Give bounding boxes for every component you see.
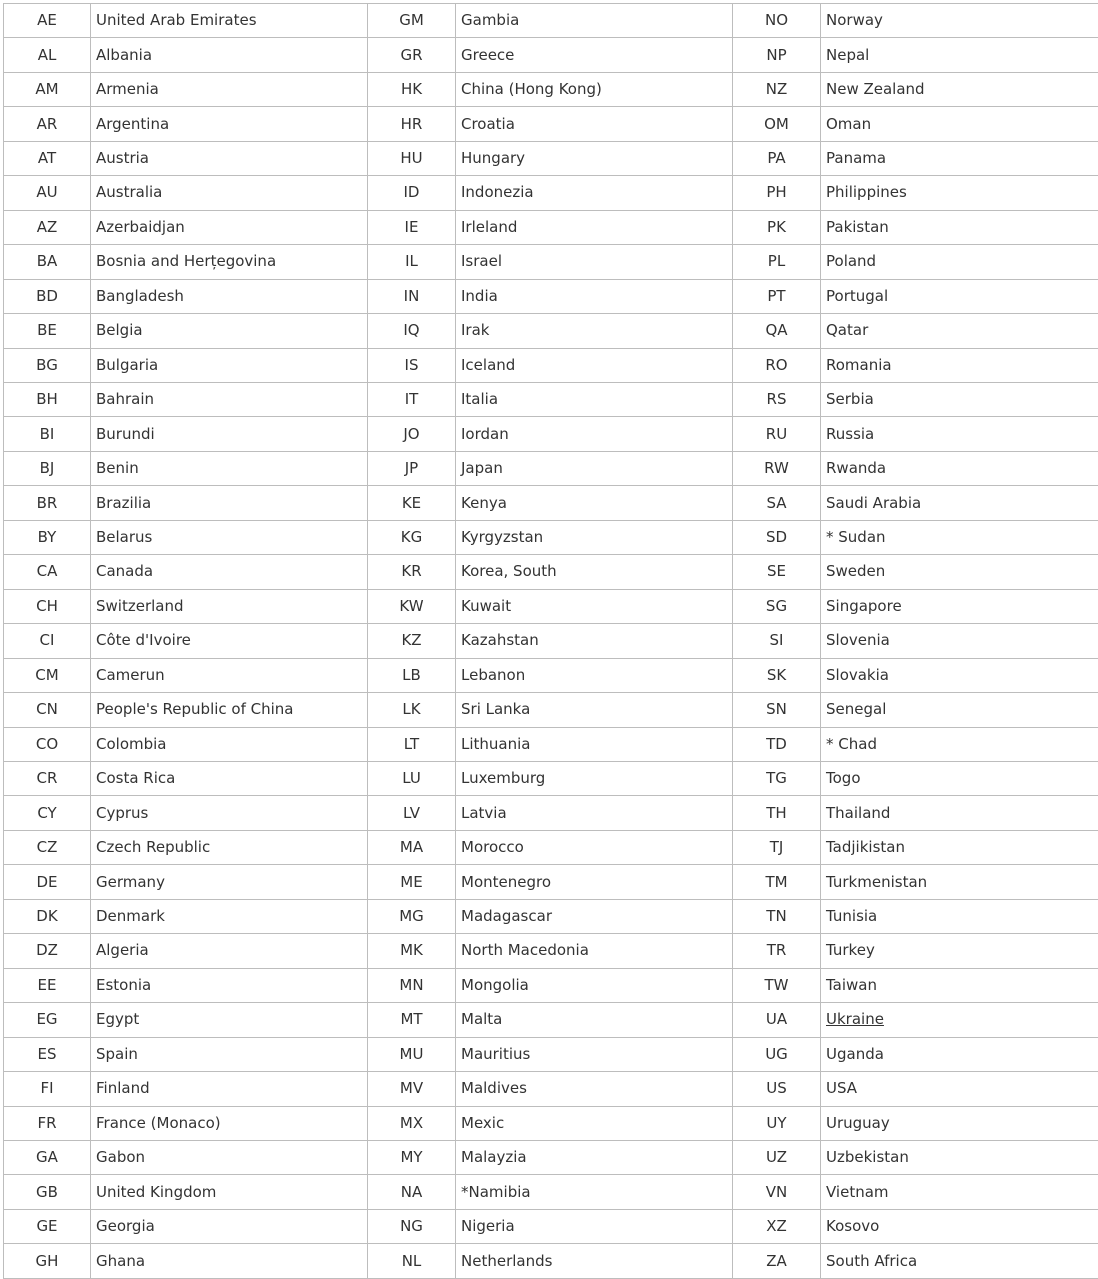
country-code-cell: MA (368, 830, 456, 864)
country-code-cell: UY (733, 1106, 821, 1140)
country-code-cell: LT (368, 727, 456, 761)
country-code-cell: MG (368, 899, 456, 933)
country-name-cell: Estonia (91, 968, 368, 1002)
country-code-cell: JP (368, 451, 456, 485)
country-code-cell: AR (4, 107, 91, 141)
country-name-cell: Italia (456, 382, 733, 416)
country-name-cell: Romania (821, 348, 1098, 382)
country-code-cell: NL (368, 1244, 456, 1278)
country-code-cell: RU (733, 417, 821, 451)
country-name-cell: Algeria (91, 934, 368, 968)
country-name-cell: Iceland (456, 348, 733, 382)
country-code-cell: IN (368, 279, 456, 313)
country-code-cell: IS (368, 348, 456, 382)
country-name-cell: Burundi (91, 417, 368, 451)
country-name-cell: Lebanon (456, 658, 733, 692)
country-name-cell: New Zealand (821, 72, 1098, 106)
country-code-cell: TM (733, 865, 821, 899)
country-code-cell: NG (368, 1209, 456, 1243)
country-name-cell: Ghana (91, 1244, 368, 1278)
country-name-cell: Lithuania (456, 727, 733, 761)
country-code-cell: IL (368, 245, 456, 279)
country-code-cell: SA (733, 486, 821, 520)
table-row (4, 210, 1098, 244)
table-row (4, 176, 1098, 210)
country-code-cell: XZ (733, 1209, 821, 1243)
country-name-cell: Czech Republic (91, 830, 368, 864)
country-code-cell: CA (4, 555, 91, 589)
country-name-cell: * Sudan (821, 520, 1098, 554)
country-name-cell: Mexic (456, 1106, 733, 1140)
country-code-cell: AM (4, 72, 91, 106)
table-row (4, 589, 1098, 623)
country-code-cell: IQ (368, 314, 456, 348)
country-code-cell: KE (368, 486, 456, 520)
country-name-cell: Brazilia (91, 486, 368, 520)
country-name-cell: Belarus (91, 520, 368, 554)
country-name-cell: Malta (456, 1003, 733, 1037)
country-name-cell: Uzbekistan (821, 1140, 1098, 1174)
country-code-cell: KG (368, 520, 456, 554)
table-row (4, 1072, 1098, 1106)
country-name-cell: Iordan (456, 417, 733, 451)
country-name-cell: Slovenia (821, 624, 1098, 658)
country-code-cell: GA (4, 1140, 91, 1174)
country-name-cell: Costa Rica (91, 761, 368, 795)
country-code-cell: LV (368, 796, 456, 830)
country-name-cell: Croatia (456, 107, 733, 141)
table-row (4, 417, 1098, 451)
country-code-cell: TN (733, 899, 821, 933)
country-name-cell: Morocco (456, 830, 733, 864)
country-code-cell: TR (733, 934, 821, 968)
country-name-cell: Netherlands (456, 1244, 733, 1278)
country-name-cell: Uruguay (821, 1106, 1098, 1140)
country-name-cell: Denmark (91, 899, 368, 933)
country-code-cell: LB (368, 658, 456, 692)
table-row (4, 279, 1098, 313)
country-name-cell: Côte d'Ivoire (91, 624, 368, 658)
country-name-cell: China (Hong Kong) (456, 72, 733, 106)
country-code-cell: CZ (4, 830, 91, 864)
country-code-cell: TH (733, 796, 821, 830)
country-name-cell: Germany (91, 865, 368, 899)
country-name-cell: Japan (456, 451, 733, 485)
country-code-cell: CM (4, 658, 91, 692)
table-row (4, 451, 1098, 485)
table-row (4, 141, 1098, 175)
country-code-cell: NP (733, 38, 821, 72)
country-code-cell: GE (4, 1209, 91, 1243)
country-name-cell: Serbia (821, 382, 1098, 416)
country-name-cell: Mauritius (456, 1037, 733, 1071)
country-code-cell: KW (368, 589, 456, 623)
table-row (4, 968, 1098, 1002)
country-code-cell: BA (4, 245, 91, 279)
country-name-cell: USA (821, 1072, 1098, 1106)
table-row (4, 382, 1098, 416)
country-name-cell: Togo (821, 761, 1098, 795)
country-code-cell: SG (733, 589, 821, 623)
country-code-cell: KR (368, 555, 456, 589)
country-name-cell: Israel (456, 245, 733, 279)
country-code-cell: NO (733, 4, 821, 38)
table-row (4, 1209, 1098, 1243)
country-code-cell: SE (733, 555, 821, 589)
country-name-cell: People's Republic of China (91, 693, 368, 727)
country-code-cell: EG (4, 1003, 91, 1037)
country-name-cell: Luxemburg (456, 761, 733, 795)
country-name-cell: Armenia (91, 72, 368, 106)
country-code-cell: NA (368, 1175, 456, 1209)
table-row (4, 1106, 1098, 1140)
country-name-cell: Poland (821, 245, 1098, 279)
country-code-cell: AT (4, 141, 91, 175)
country-code-cell: EE (4, 968, 91, 1002)
country-name-cell: * Chad (821, 727, 1098, 761)
country-name-cell: Vietnam (821, 1175, 1098, 1209)
country-code-cell: HK (368, 72, 456, 106)
table-row (4, 830, 1098, 864)
country-code-cell: JO (368, 417, 456, 451)
table-row (4, 314, 1098, 348)
country-name-cell: Nepal (821, 38, 1098, 72)
country-code-cell: LK (368, 693, 456, 727)
country-code-cell: MN (368, 968, 456, 1002)
country-name-cell: Kazahstan (456, 624, 733, 658)
country-name-cell: North Macedonia (456, 934, 733, 968)
country-name-cell: Bulgaria (91, 348, 368, 382)
country-code-cell: GM (368, 4, 456, 38)
country-code-cell: ID (368, 176, 456, 210)
country-name-cell: Gambia (456, 4, 733, 38)
country-name-cell: Colombia (91, 727, 368, 761)
country-code-cell: US (733, 1072, 821, 1106)
country-code-cell: AZ (4, 210, 91, 244)
table-row (4, 72, 1098, 106)
country-code-cell: VN (733, 1175, 821, 1209)
country-name-cell: Irleland (456, 210, 733, 244)
country-code-cell: CI (4, 624, 91, 658)
table-row (4, 693, 1098, 727)
country-name-cell: Latvia (456, 796, 733, 830)
country-name-cell: Tadjikistan (821, 830, 1098, 864)
country-name-cell: Portugal (821, 279, 1098, 313)
country-code-cell: HU (368, 141, 456, 175)
table-row (4, 107, 1098, 141)
country-name-cell: Russia (821, 417, 1098, 451)
table-row (4, 761, 1098, 795)
country-code-cell: GH (4, 1244, 91, 1278)
country-name-cell: Turkey (821, 934, 1098, 968)
country-name-cell: Thailand (821, 796, 1098, 830)
country-name-cell: Spain (91, 1037, 368, 1071)
country-code-cell: MV (368, 1072, 456, 1106)
country-code-cell: IE (368, 210, 456, 244)
country-code-cell: PT (733, 279, 821, 313)
country-code-cell: UZ (733, 1140, 821, 1174)
country-code-cell: MK (368, 934, 456, 968)
country-code-cell: CR (4, 761, 91, 795)
table-row (4, 1244, 1098, 1278)
country-code-cell: DZ (4, 934, 91, 968)
country-name-link[interactable]: Ukraine (826, 1010, 884, 1028)
country-name-cell: Argentina (91, 107, 368, 141)
table-row (4, 1175, 1098, 1209)
country-code-cell: MY (368, 1140, 456, 1174)
country-code-cell: ZA (733, 1244, 821, 1278)
table-row (4, 1037, 1098, 1071)
table-row (4, 1003, 1098, 1037)
country-name-cell: *Namibia (456, 1175, 733, 1209)
country-name-cell: Turkmenistan (821, 865, 1098, 899)
country-code-cell: BD (4, 279, 91, 313)
table-row (4, 865, 1098, 899)
country-name-cell: Korea, South (456, 555, 733, 589)
country-code-cell: TJ (733, 830, 821, 864)
table-row (4, 520, 1098, 554)
country-name-cell: South Africa (821, 1244, 1098, 1278)
country-code-cell: PL (733, 245, 821, 279)
country-code-cell: NZ (733, 72, 821, 106)
country-name-cell: Kyrgyzstan (456, 520, 733, 554)
country-name-cell: Singapore (821, 589, 1098, 623)
country-code-cell: UA (733, 1003, 821, 1037)
table-row (4, 4, 1098, 38)
country-name-cell: Georgia (91, 1209, 368, 1243)
country-code-cell: BR (4, 486, 91, 520)
country-name-cell: India (456, 279, 733, 313)
country-name-cell: United Kingdom (91, 1175, 368, 1209)
country-code-cell: PA (733, 141, 821, 175)
table-row (4, 348, 1098, 382)
country-name-cell: Irak (456, 314, 733, 348)
country-code-cell: CY (4, 796, 91, 830)
country-name-cell: Uganda (821, 1037, 1098, 1071)
country-name-cell (821, 1003, 1098, 1037)
country-name-cell: Norway (821, 4, 1098, 38)
country-code-cell: ES (4, 1037, 91, 1071)
country-name-cell: Kenya (456, 486, 733, 520)
country-name-cell: Tunisia (821, 899, 1098, 933)
country-name-cell: Senegal (821, 693, 1098, 727)
country-code-cell: BG (4, 348, 91, 382)
country-name-cell: Bangladesh (91, 279, 368, 313)
table-row (4, 796, 1098, 830)
country-code-cell: DE (4, 865, 91, 899)
country-code-cell: AL (4, 38, 91, 72)
country-code-cell: RS (733, 382, 821, 416)
country-name-cell: Indonezia (456, 176, 733, 210)
country-name-cell: Canada (91, 555, 368, 589)
country-code-cell: CO (4, 727, 91, 761)
country-code-cell: AE (4, 4, 91, 38)
country-code-cell: CN (4, 693, 91, 727)
table-row (4, 658, 1098, 692)
country-code-cell: BE (4, 314, 91, 348)
country-code-cell: MT (368, 1003, 456, 1037)
country-code-cell: SN (733, 693, 821, 727)
country-code-cell: BY (4, 520, 91, 554)
country-name-cell: Oman (821, 107, 1098, 141)
country-name-cell: Rwanda (821, 451, 1098, 485)
country-code-cell: FI (4, 1072, 91, 1106)
country-code-cell: KZ (368, 624, 456, 658)
country-name-cell: Australia (91, 176, 368, 210)
country-name-cell: Mongolia (456, 968, 733, 1002)
country-code-cell: TG (733, 761, 821, 795)
country-code-cell: DK (4, 899, 91, 933)
country-code-cell: AU (4, 176, 91, 210)
country-code-cell: QA (733, 314, 821, 348)
table-row (4, 624, 1098, 658)
country-name-cell: Bahrain (91, 382, 368, 416)
table-row (4, 934, 1098, 968)
country-code-cell: PH (733, 176, 821, 210)
country-code-cell: PK (733, 210, 821, 244)
country-code-cell: GR (368, 38, 456, 72)
country-code-cell: LU (368, 761, 456, 795)
country-name-cell: Cyprus (91, 796, 368, 830)
table-row (4, 899, 1098, 933)
country-code-cell: HR (368, 107, 456, 141)
country-name-cell: Panama (821, 141, 1098, 175)
country-name-cell: Greece (456, 38, 733, 72)
table-row (4, 727, 1098, 761)
country-name-cell: Qatar (821, 314, 1098, 348)
country-name-cell: Malayzia (456, 1140, 733, 1174)
country-code-cell: OM (733, 107, 821, 141)
country-name-cell: Austria (91, 141, 368, 175)
country-name-cell: Albania (91, 38, 368, 72)
table-row (4, 555, 1098, 589)
country-name-cell: Gabon (91, 1140, 368, 1174)
country-code-cell: GB (4, 1175, 91, 1209)
country-code-table (3, 3, 1098, 1279)
country-name-cell: United Arab Emirates (91, 4, 368, 38)
country-code-cell: BI (4, 417, 91, 451)
country-code-cell: SK (733, 658, 821, 692)
country-code-cell: IT (368, 382, 456, 416)
country-name-cell: Hungary (456, 141, 733, 175)
country-name-cell: Saudi Arabia (821, 486, 1098, 520)
country-name-cell: Montenegro (456, 865, 733, 899)
country-code-cell: TW (733, 968, 821, 1002)
country-code-cell: UG (733, 1037, 821, 1071)
country-name-cell: Bosnia and Herțegovina (91, 245, 368, 279)
country-name-cell: Nigeria (456, 1209, 733, 1243)
country-name-cell: Kuwait (456, 589, 733, 623)
country-name-cell: Camerun (91, 658, 368, 692)
country-code-cell: FR (4, 1106, 91, 1140)
country-name-cell: Egypt (91, 1003, 368, 1037)
country-name-cell: Sweden (821, 555, 1098, 589)
country-code-cell: MU (368, 1037, 456, 1071)
country-code-cell: MX (368, 1106, 456, 1140)
country-name-cell: Belgia (91, 314, 368, 348)
country-name-cell: Philippines (821, 176, 1098, 210)
country-name-cell: Finland (91, 1072, 368, 1106)
table-row (4, 38, 1098, 72)
table-row (4, 486, 1098, 520)
table-row (4, 245, 1098, 279)
country-name-cell: France (Monaco) (91, 1106, 368, 1140)
country-code-cell: CH (4, 589, 91, 623)
country-name-cell: Slovakia (821, 658, 1098, 692)
country-name-cell: Madagascar (456, 899, 733, 933)
country-code-cell: ME (368, 865, 456, 899)
country-name-cell: Kosovo (821, 1209, 1098, 1243)
country-name-cell: Sri Lanka (456, 693, 733, 727)
country-code-cell: BJ (4, 451, 91, 485)
country-name-cell: Benin (91, 451, 368, 485)
country-name-cell: Maldives (456, 1072, 733, 1106)
table-row (4, 1140, 1098, 1174)
country-table-body (4, 4, 1098, 1279)
country-code-cell: TD (733, 727, 821, 761)
country-name-cell: Pakistan (821, 210, 1098, 244)
country-name-cell: Azerbaidjan (91, 210, 368, 244)
country-code-cell: RW (733, 451, 821, 485)
country-name-cell: Taiwan (821, 968, 1098, 1002)
country-code-cell: SD (733, 520, 821, 554)
country-code-cell: SI (733, 624, 821, 658)
country-code-cell: BH (4, 382, 91, 416)
country-name-cell: Switzerland (91, 589, 368, 623)
country-code-cell: RO (733, 348, 821, 382)
